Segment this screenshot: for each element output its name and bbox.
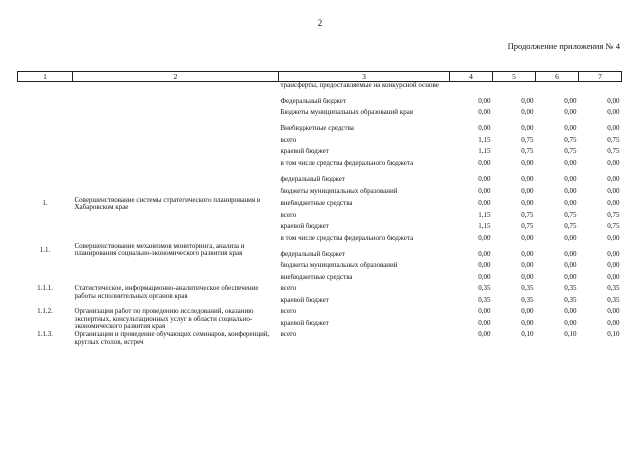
amount-cell: 0,75 [564,136,577,144]
amount-cell: 0,00 [521,199,534,207]
row-code: 1.1.1. [37,285,53,292]
amount-cell: 0,75 [521,211,534,219]
funding-source: в том числе средства федерального бюджета [280,159,414,167]
amount-cell: 0,00 [564,159,577,167]
amount-cell: 0,00 [564,308,577,315]
header-cell: 6 [536,72,579,82]
amount-cell: 1,15 [478,223,491,230]
amount-cell: 0,00 [521,319,534,327]
amount-cell: 0,00 [607,97,620,105]
amount-cell: 0,75 [607,211,620,219]
amount-cell: 0,00 [521,125,534,132]
amount-cell: 0,00 [564,250,577,258]
row-code: 1. [42,199,48,208]
amount-cell: 0,00 [478,273,491,281]
amount-cell: 0,00 [521,250,534,258]
amount-cell: 0,00 [521,273,534,281]
amount-cell: 0,00 [564,234,577,242]
amount-cell: 0,00 [521,159,534,167]
table-row [18,82,622,98]
amount-cell: 0,00 [607,109,620,116]
table-row [18,308,622,320]
funding-source: всего [280,136,297,144]
amount-cell: 0,00 [564,176,577,184]
table-row [18,285,622,297]
amount-cell: 0,00 [521,308,534,315]
amount-cell: 0,75 [607,136,620,144]
funding-source: всего [280,308,297,315]
table-row [18,331,622,346]
amount-cell: 1,15 [478,148,491,156]
funding-source: Федеральный бюджет [280,97,346,105]
amount-cell: 0,00 [478,109,491,116]
header-cell: 3 [279,72,450,82]
amount-cell: 0,35 [521,296,534,304]
amount-cell [579,82,622,98]
amount-cell: 0,75 [521,223,534,230]
amount-cell: 0,35 [478,285,491,292]
row-code [18,82,73,137]
amount-cell: 0,35 [478,296,491,304]
appendix-note: Продолжение приложения № 4 [507,41,620,51]
amount-cell: 0,00 [607,159,620,167]
row-name [73,82,279,137]
row-code: 1.1.3. [37,331,53,338]
funding-source: краевой бюджет [280,296,329,304]
row-name: Статистическое, информационно-аналитическое обеспечение работы исполнительных органов края [74,285,259,300]
amount-cell: 0,00 [478,250,491,258]
amount-cell: 0,00 [478,176,491,184]
row-name: Совершенствование системы стратегического планирования в Хабаровском крае [74,195,261,211]
amount-cell: 0,10 [564,331,577,338]
amount-cell [450,82,493,98]
row-name: Организация и проведение обучающих семинаров, конференций, круглых столов, встреч [74,331,270,346]
amount-cell: 0,00 [564,188,577,196]
amount-cell: 0,75 [607,148,620,156]
header-cell: 1 [18,72,73,82]
table-row [18,212,622,224]
amount-cell: 0,75 [564,148,577,156]
header-cell: 5 [493,72,536,82]
amount-cell: 0,00 [607,234,620,242]
amount-cell: 0,00 [478,319,491,327]
amount-cell: 0,10 [607,331,620,338]
amount-cell: 0,00 [478,308,491,315]
funding-source: Внебюджетные средства [280,125,354,132]
amount-cell: 0,00 [607,308,620,315]
amount-cell: 0,00 [478,159,491,167]
amount-cell: 0,00 [607,250,620,258]
funding-source: федеральный бюджет [280,176,345,184]
amount-cell: 0,00 [607,176,620,184]
amount-cell: 0,00 [564,109,577,116]
amount-cell: 0,00 [521,97,534,105]
amount-cell: 0,00 [607,199,620,207]
amount-cell: 0,00 [478,125,491,132]
amount-cell: 0,00 [607,273,620,281]
amount-cell: 0,75 [564,223,577,230]
row-code: 1.1.2. [37,308,53,315]
amount-cell: 0,35 [607,285,620,292]
amount-cell: 0,00 [564,319,577,327]
amount-cell [493,82,536,98]
amount-cell: 0,00 [564,199,577,207]
amount-cell: 0,00 [564,125,577,132]
funding-source: федеральный бюджет [280,250,345,258]
amount-cell: 0,75 [521,136,534,144]
amount-cell: 0,00 [478,262,491,269]
amount-cell: 0,00 [564,97,577,105]
funding-source: краевой бюджет [280,319,329,327]
funding-source: всего [280,331,297,338]
amount-cell: 1,15 [478,136,491,144]
funding-source: краевой бюджет [280,223,329,230]
header-cell: 7 [579,72,622,82]
amount-cell: 0,00 [478,97,491,105]
funding-source: внебюджетные средства [280,273,353,281]
funding-source: внебюджетные средства [280,199,353,207]
amount-cell [536,82,579,98]
amount-cell: 0,00 [521,234,534,242]
amount-cell: 0,00 [478,234,491,242]
header-cell: 4 [450,72,493,82]
amount-cell: 0,75 [521,148,534,156]
amount-cell: 0,35 [564,296,577,304]
amount-cell: 0,75 [564,211,577,219]
amount-cell: 0,00 [607,319,620,327]
funding-source: краевой бюджет [280,148,329,156]
amount-cell: 0,00 [607,125,620,132]
row-code: 1.1. [39,245,51,254]
amount-cell: 0,00 [521,109,534,116]
table-row [18,137,622,149]
amount-cell: 0,35 [521,285,534,292]
funding-source: в том числе средства федерального бюджета [280,234,414,242]
row-name: Совершенствование механизмов мониторинга, анализа и планирования социально-экономического развития края [74,241,245,258]
amount-cell: 0,00 [478,188,491,196]
amount-cell: 0,00 [607,188,620,196]
amount-cell: 0,75 [607,223,620,230]
amount-cell: 0,35 [607,296,620,304]
amount-cell: 0,00 [607,262,620,269]
funding-source: трансферты, предоставляемые на конкурсной основе [280,81,439,89]
table-body [18,72,622,347]
funding-source: всего [280,285,297,292]
amount-cell: 0,00 [521,188,534,196]
funding-source: бюджеты муниципальных образований [280,262,398,269]
budget-table [17,71,622,346]
amount-cell: 0,35 [564,285,577,292]
amount-cell: 0,00 [564,273,577,281]
amount-cell: 0,00 [564,262,577,269]
amount-cell: 0,10 [521,331,534,338]
funding-source: Бюджеты муниципальных образований края [280,109,413,116]
table-header-row [18,72,622,82]
amount-cell: 0,00 [521,262,534,269]
row-name: Организация работ по проведению исследований, оказанию экспертных, консультационных услуг в области социально-экономического развития края [74,308,254,330]
amount-cell: 0,00 [521,176,534,184]
funding-source: бюджеты муниципальных образований [280,188,398,196]
page-number: 2 [317,18,323,28]
amount-cell: 0,00 [478,199,491,207]
header-cell: 2 [73,72,279,82]
amount-cell: 1,15 [478,211,491,219]
amount-cell: 0,00 [478,331,491,338]
funding-source: всего [280,211,297,219]
